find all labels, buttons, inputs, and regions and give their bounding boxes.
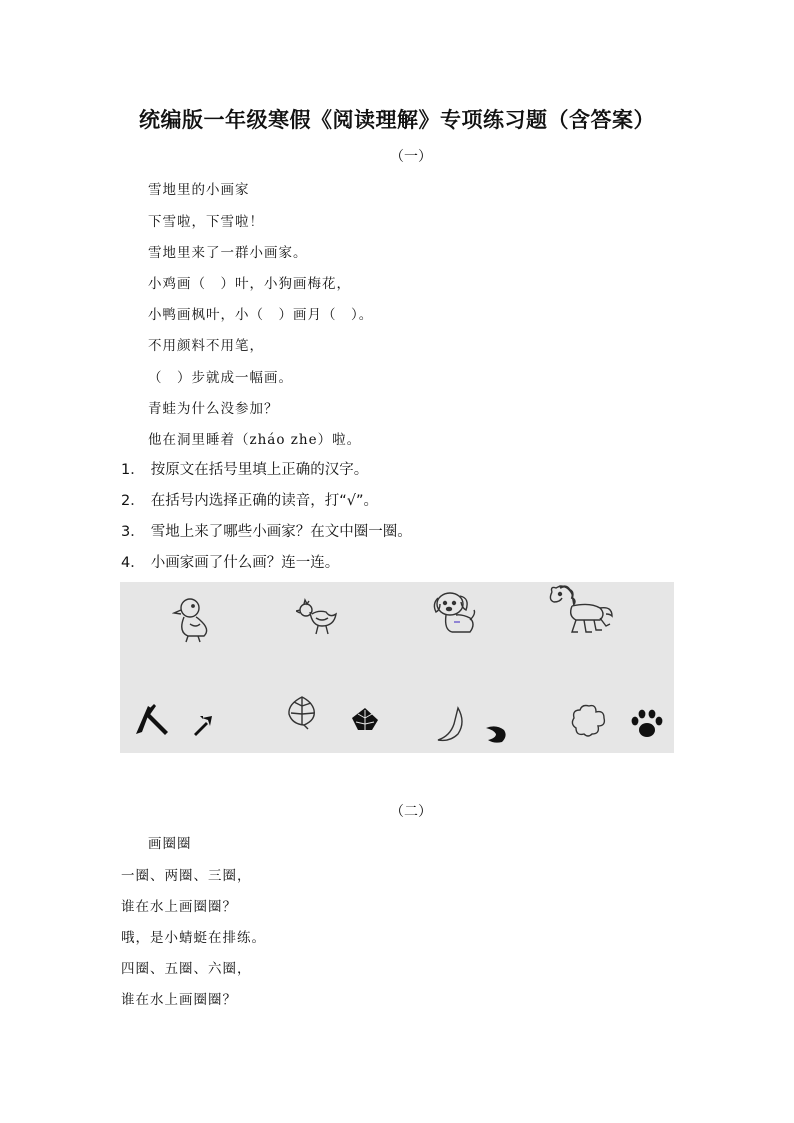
page-title: 统编版一年级寒假《阅读理解》专项练习题（含答案） [139,108,655,132]
bamboo-leaf-icon [134,702,174,738]
matching-image [120,582,674,753]
poem-line: 青蛙为什么没参加？ [148,401,279,417]
question-text: 雪地上来了哪些小画家？在文中圈一圈。 [150,524,412,540]
question-text: 在括号内选择正确的读音，打“√”。 [150,493,378,509]
poem-title: 画圈圈 [148,836,192,852]
question-item [121,520,412,541]
poem-line: （ ）步就成一幅画。 [148,370,293,386]
section-number-2: （二） [390,804,432,820]
poem-line: 谁在水上画圈圈？ [121,992,237,1008]
poem-line: 哦，是小蜻蜓在排练。 [121,930,266,946]
poem-line: 他在洞里睡着（zháo zhe）啦。 [148,432,362,448]
question-number: 2． [121,493,145,509]
poem-title: 雪地里的小画家 [148,182,250,198]
horse-icon [546,584,616,638]
question-number: 1． [121,462,145,478]
arrow-leaf-icon [192,714,214,736]
poem-line: 小鸡画（ ）叶，小狗画梅花， [148,276,351,292]
question-number: 3． [121,524,145,540]
question-item [121,551,339,572]
question-text: 按原文在括号里填上正确的汉字。 [150,462,369,478]
poem-line: 四圈、五圈、六圈， [121,961,252,977]
paw-print-icon [630,708,664,740]
poem-line: 不用颜料不用笔， [148,338,264,354]
crescent-moon-filled-icon [484,724,508,744]
question-number: 4． [121,555,145,571]
crescent-moon-outline-icon [434,706,468,744]
maple-leaf-filled-icon [350,706,380,734]
chick-icon [296,598,340,638]
poem-line: 小鸭画枫叶，小（ ）画月（ ）。 [148,307,374,323]
question-item [121,489,378,510]
duck-icon [172,594,212,644]
question-text: 小画家画了什么画？连一连。 [150,555,340,571]
puppy-icon [430,588,480,638]
question-item [121,458,368,479]
poem-line: 雪地里来了一群小画家。 [148,245,308,261]
poem-line: 一圈、两圈、三圈， [121,868,252,884]
maple-leaf-outline-icon [284,694,320,730]
poem-line: 谁在水上画圈圈？ [121,899,237,915]
plum-flower-icon [570,702,608,738]
section-number-1: （一） [390,149,432,165]
poem-line: 下雪啦，下雪啦！ [148,214,264,230]
